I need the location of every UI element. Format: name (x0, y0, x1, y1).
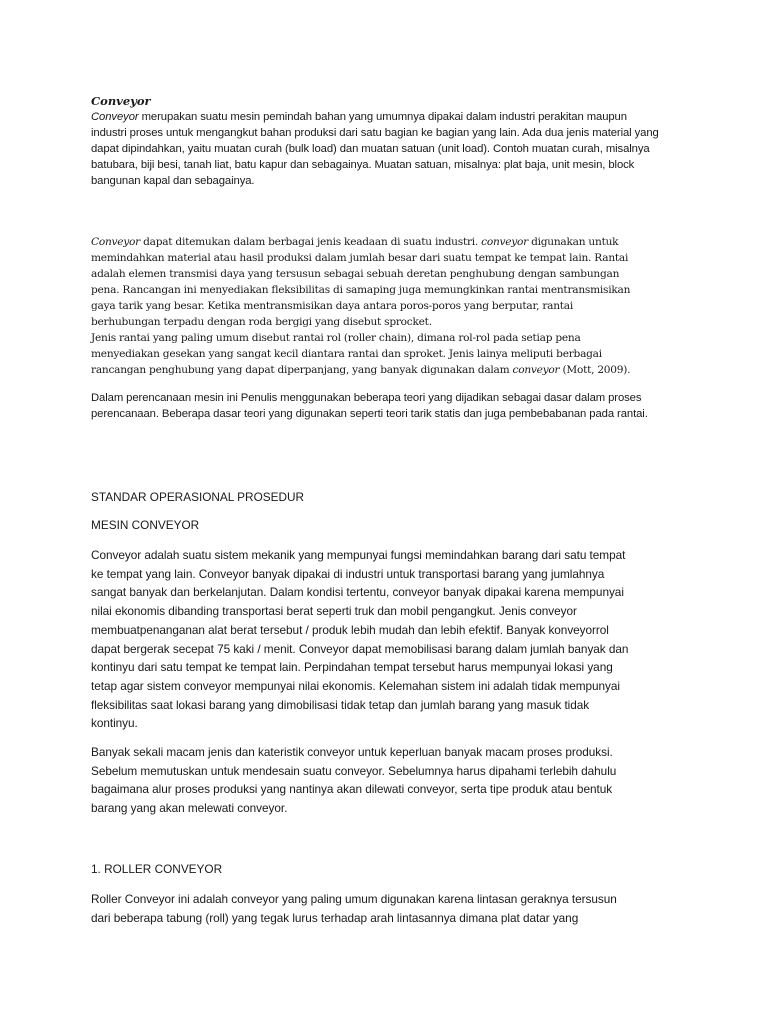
paragraph-line: dapat bergerak secepat 75 kaki / menit. Conveyor dapat memobilisasi barang dalam jumlah banyak dan (91, 641, 629, 656)
paragraph-line: Dalam perencanaan mesin ini Penulis menggunakan beberapa teori yang dijadikan sebagai dasar dalam proses (91, 392, 642, 404)
paragraph-conveyor-system (91, 546, 628, 733)
paragraph-theory (91, 390, 648, 422)
paragraph-line: industri proses untuk mengangkut bahan produksi dari satu bagian ke bagian yang lain. Ada dua jenis material yang (91, 127, 659, 139)
section-heading: MESIN CONVEYOR (91, 518, 200, 532)
paragraph-line: nilai ekonomis dibanding transportasi berat seperti truk dan mobil pengangkut. Jenis conveyor (91, 604, 577, 619)
paragraph-line: perencanaan. Beberapa dasar teori yang digunakan seperti teori tarik statis dan juga pembebabanan pada rantai. (91, 408, 648, 420)
paragraph-line: menyediakan gesekan yang sangat kecil diantara rantai dan sproket. Jenis lainya meliputi berbagai (91, 348, 602, 360)
italic-term: Conveyor (91, 111, 139, 123)
paragraph-roller-conveyor (91, 890, 617, 927)
paragraph-line: Conveyor adalah suatu sistem mekanik yang mempunyai fungsi memindahkan barang dari satu tempat (91, 548, 626, 562)
paragraph-line: tetap agar sistem conveyor mempunyai nilai ekonomis. Kelemahan sistem ini adalah tidak mempunyai (91, 678, 620, 693)
text-run: digunakan untuk (527, 236, 619, 248)
paragraph-line: kontinyu dari satu tempat ke tempat lain. Perpindahan tempat tersebut harus mempunyai lokasi yang (91, 660, 613, 675)
text-run: merupakan suatu mesin pemindah bahan yang umumnya dipakai dalam industri perakitan maupun (138, 111, 627, 123)
paragraph-line: Jenis rantai yang paling umum disebut rantai rol (roller chain), dimana rol-rol pada setiap pena (91, 332, 581, 344)
paragraph-line: Banyak sekali macam jenis dan kateristik conveyor untuk keperluan banyak macam proses produksi. (91, 745, 613, 759)
paragraph-line: sangat banyak dan berkelanjutan. Dalam kondisi tertentu, conveyor banyak dipakai karena mempunyai (91, 585, 624, 600)
section-heading: STANDAR OPERASIONAL PROSEDUR (91, 490, 305, 504)
paragraph-line: barang yang akan melewati conveyor. (91, 801, 288, 816)
paragraph-line: membuatpenanganan alat berat tersebut / produk lebih mudah dan lebih efektif. Banyak konveyorrol (91, 622, 609, 637)
paragraph-line (91, 234, 630, 250)
paragraph-line: memindahkan material atau hasil produksi dalam jumlah besar dari suatu tempat ke tempat lain. Rantai (91, 252, 629, 264)
text-run: dapat ditemukan dalam berbagai jenis keadaan di suatu industri. (140, 236, 482, 248)
paragraph-line: Roller Conveyor ini adalah conveyor yang paling umum digunakan karena lintasan geraknya tersusun (91, 892, 617, 906)
paragraph-line: dari beberapa tabung (roll) yang tegak lurus terhadap arah lintasannya dimana plat datar yang (91, 910, 579, 925)
paragraph-line: adalah elemen transmisi daya yang tersusun sebagai sebuah deretan penghubung dengan sambungan (91, 268, 620, 280)
paragraph-line: Sebelum memutuskan untuk mendesain suatu conveyor. Sebelumnya harus dipahami terlebih dahulu (91, 763, 617, 778)
text-run: (Mott, 2009). (559, 364, 631, 376)
section-heading: 1. ROLLER CONVEYOR (91, 862, 223, 876)
paragraph-line: berhubungan terpadu dengan roda bergigi yang disebut sprocket. (91, 316, 432, 328)
paragraph-line: ke tempat yang lain. Conveyor banyak dipakai di industri untuk transportasi barang yang jumlahnya (91, 566, 605, 581)
paragraph-chain (91, 234, 630, 378)
text-run: rancangan penghubung yang dapat diperpanjang, yang banyak digunakan dalam (91, 364, 513, 376)
italic-term: conveyor (512, 364, 560, 376)
paragraph-intro (91, 109, 659, 189)
paragraph-line: bagaimana alur proses produksi yang nantinya akan dilewati conveyor, serta tipe produk atau bentuk (91, 782, 613, 797)
paragraph-line: pena. Rancangan ini menyediakan fleksibilitas di samaping juga memungkinkan rantai mentransmisikan (91, 284, 631, 296)
italic-term: Conveyor (91, 236, 140, 248)
paragraph-line: kontinyu. (91, 716, 138, 731)
paragraph-line: fleksibilitas saat lokasi barang yang dimobilisasi tidak tetap dan jumlah barang yang masuk tidak (91, 697, 590, 712)
paragraph-line (91, 362, 630, 378)
paragraph-line (91, 109, 659, 125)
paragraph-line: dapat dipindahkan, yaitu muatan curah (bulk load) dan muatan satuan (unit load). Contoh muatan curah, misalnya (91, 143, 650, 155)
paragraph-conveyor-types (91, 743, 616, 818)
document-title: Conveyor (91, 94, 151, 108)
italic-term: conveyor (481, 236, 528, 248)
paragraph-line: bangunan kapal dan sebagainya. (91, 175, 255, 187)
paragraph-line: batubara, biji besi, tanah liat, batu kapur dan sebagainya. Muatan satuan, misalnya: plat baja, unit mesin, block (91, 159, 635, 171)
paragraph-line: gaya tarik yang besar. Ketika mentransmisikan daya antara poros-poros yang berputar, rantai (91, 300, 574, 312)
